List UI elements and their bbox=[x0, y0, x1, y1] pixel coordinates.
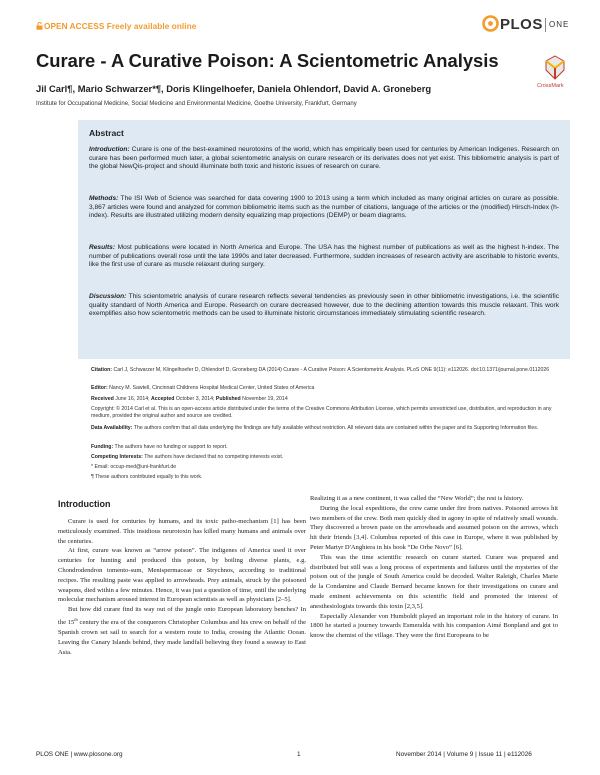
data-label: Data Availability: bbox=[91, 425, 133, 431]
open-lock-icon bbox=[36, 22, 43, 30]
paragraph: Especially Alexander von Humboldt played an important role in the history of curare. In 1800 he started a journey towards Esmeralda with his companion Aimé Bonpland and got to know the chemist of the village. They were the first Europeans to be bbox=[310, 612, 558, 640]
data-availability bbox=[91, 425, 561, 432]
journal-logo-text: PLOS bbox=[500, 16, 543, 33]
methods-text: The ISI Web of Science was searched for data covering 1900 to 2013 using a term which included as many original articles on curare as possible. 3,867 articles were found and analyzed for common bibliometric items such as the number of citations, language of the articles or the (modified) Hirsch-Index (h-index). Results are illustrated utilizing modern density equalizing map projections (DEMP) or beam diagrams. bbox=[89, 195, 559, 219]
published-label: Published bbox=[215, 396, 241, 402]
crossmark-icon bbox=[543, 55, 567, 81]
open-access-text: OPEN ACCESS Freely available online bbox=[44, 22, 197, 31]
editor bbox=[91, 385, 561, 392]
equal-contribution: ¶ These authors contributed equally to this work. bbox=[91, 474, 203, 480]
editor-text: Nancy M. Sawtell, Cincinnati Childrens Hospital Medical Center, United States of America bbox=[107, 385, 315, 391]
paragraph: Curare is used for centuries by humans, and its toxic patho-mechanism [1] has been meticulously examined. This insidious neurotoxin has killed many humans and animals over the centuries. bbox=[58, 518, 306, 545]
abstract-introduction bbox=[89, 146, 559, 172]
paragraph bbox=[58, 605, 306, 657]
accepted-date: October 3, 2014; bbox=[174, 396, 216, 402]
intro-text: Curare is one of the best-examined neurotoxins of the world, which has empirically been used for centuries by American Indigenes. Research on curare has been performed much later, a global scientometric analysis on curare research or its derivates does not yet exist. This bibliometric analysis is part of the global NewQis-project and should illuminate both toxic and historic issues of research on curare. bbox=[89, 146, 559, 170]
logo-divider bbox=[545, 18, 546, 32]
editor-label: Editor: bbox=[91, 385, 108, 391]
intro-label: Introduction: bbox=[89, 146, 130, 153]
open-access-banner bbox=[36, 22, 196, 31]
discussion-label: Discussion: bbox=[89, 293, 127, 300]
dates bbox=[91, 396, 561, 403]
copyright: Copyright: © 2014 Carl et al. This is an open-access article distributed under the terms of the Creative Commons Attribution License, which permits unrestricted use, distribution, and reproduction in any medium, provided the original author and source are credited. bbox=[91, 406, 552, 419]
paragraph: Realizing it as a new continent, it was called the “New World”; the rest is history. bbox=[310, 495, 524, 502]
competing-text: The authors have declared that no competing interests exist. bbox=[142, 454, 284, 460]
methods-label: Methods: bbox=[89, 195, 119, 202]
text-run: century the era of the conquerors Christopher Columbus and his crew on behalf of the Spanish crown set sail to search for a western route to India, crossing the Atlantic Ocean. Leaving the Canary Islands behind, they made landfall believing they found a seaway to East Asia. bbox=[58, 619, 306, 656]
introduction-heading: Introduction bbox=[58, 499, 111, 509]
author-list: Jil Carl¶, Mario Schwarzer*¶, Doris Klingelhoefer, Daniela Ohlendorf, David A. Groneberg bbox=[36, 83, 432, 94]
body-column-right bbox=[310, 494, 558, 641]
crossmark-badge[interactable] bbox=[533, 55, 577, 95]
funding bbox=[91, 444, 561, 451]
article-title: Curare - A Curative Poison: A Scientometric Analysis bbox=[36, 50, 499, 71]
funding-label: Funding: bbox=[91, 444, 114, 450]
superscript: th bbox=[74, 616, 78, 622]
crossmark-label: CrossMark bbox=[537, 83, 564, 89]
paragraph: During the local expeditions, the crew came under fire from natives. Poisoned arrows hit two members of the crew. Both men quickly died in agony in spite of relatively small wounds. They discovered a brown paste on the arrowheads and assumed poison on the arrows, which hit their friends [3,4]. Columbus reported of this case in Europe, where it was published by Peter Martyr D'Anghiera in his book “De Orbe Novo” [6]. bbox=[310, 504, 558, 551]
received-label: Received bbox=[91, 396, 114, 402]
citation-text: Carl J, Schwarzer M, Klingelhoefer D, Ohlendorf D, Groneberg DA (2014) Curare - A Curative Poison: A Scientometric Analysis. PLoS ONE 9(11): e112026. doi:10.1371/journal.pone.0112026 bbox=[112, 367, 550, 373]
paragraph: At first, curare was known as “arrow poison”. The indigenes of America used it over centuries for hunting and produced this poison, by boiling diverse plants, e.g. Chondrodendron tomento-sum, Menispermaceae or Strychnos, according to traditional recipes. The resulting paste was applied to arrowheads. Prey animals, struck by the poisoned weapons, died within a few minutes. Hence, it was just a question of time, until the underlying molecular mechanism aroused interest in European scientists as well as physicians [2–5]. bbox=[58, 547, 306, 604]
competing-label: Competing Interests: bbox=[91, 454, 143, 460]
abstract-box bbox=[78, 120, 570, 359]
journal-logo bbox=[480, 14, 570, 36]
accepted-label: Accepted bbox=[151, 396, 175, 402]
journal-sub-logo: ONE bbox=[549, 20, 570, 29]
funding-text: The authors have no funding or support to report. bbox=[113, 444, 228, 450]
data-text: The authors confirm that all data underlying the findings are fully available without restriction. All relevant data are contained within the paper and its Supporting Information files. bbox=[132, 425, 539, 431]
paragraph: This was the time scientific research on curare started. Curare was prepared and distributed but still was a long process of experiments and failures until the mysteries of the poison out of the jungle of South America could be decoded. Walter Raleigh, Charles Marie de la Condamine and Claude Bernard became known for their investigations on curare and made eminent achievements on this scientific field and promoted the interest of anesthesiologists towards this toxin [2,3,5]. bbox=[310, 553, 558, 610]
page-number: 1 bbox=[297, 751, 301, 758]
results-label: Results: bbox=[89, 244, 116, 251]
results-text: Most publications were located in North America and Europe. The USA has the highest number of publications as well as the highest h-index. The number of publications overall rose until the late 1990s and later decreased. Furthermore, sudden increases of research activity are ascribable to historic events, like the first use of curare as muscle relaxant during surgery. bbox=[89, 244, 559, 268]
published-date: November 19, 2014 bbox=[240, 396, 288, 402]
footer-issue: November 2014 | Volume 9 | Issue 11 | e112026 bbox=[396, 751, 532, 758]
abstract-discussion bbox=[89, 293, 559, 319]
email[interactable]: * Email: occup-med@uni-frankfurt.de bbox=[91, 464, 177, 470]
text-run: But how did curare find its way out of the jungle onto European laboratory benches? In the 15 bbox=[58, 606, 306, 627]
affiliation: Institute for Occupational Medicine, Social Medicine and Environmental Medicine, Goethe University, Frankfurt, Germany bbox=[36, 101, 357, 107]
discussion-text: This scientometric analysis of curare research reflects several tendencies as previously seen in other bibliometric investigations, i.e. the scientific quality standard of North America and Europe. Research on curare decreased however, due to the declining attention towards this muscle relaxant. This work exemplifies also how scientometric methods can be used to illuminate historic circumstances immediately stimulating scientific research. bbox=[89, 293, 559, 317]
abstract-heading: Abstract bbox=[89, 128, 124, 138]
body-column-left bbox=[58, 517, 306, 657]
footer-journal: PLOS ONE | www.plosone.org bbox=[36, 751, 123, 758]
citation-label: Citation: bbox=[91, 367, 113, 373]
competing-interests bbox=[91, 454, 561, 461]
abstract-methods bbox=[89, 195, 559, 221]
received-date: June 16, 2014; bbox=[113, 396, 152, 402]
citation bbox=[91, 367, 561, 374]
abstract-results bbox=[89, 244, 559, 270]
plos-logo-icon bbox=[482, 15, 499, 32]
